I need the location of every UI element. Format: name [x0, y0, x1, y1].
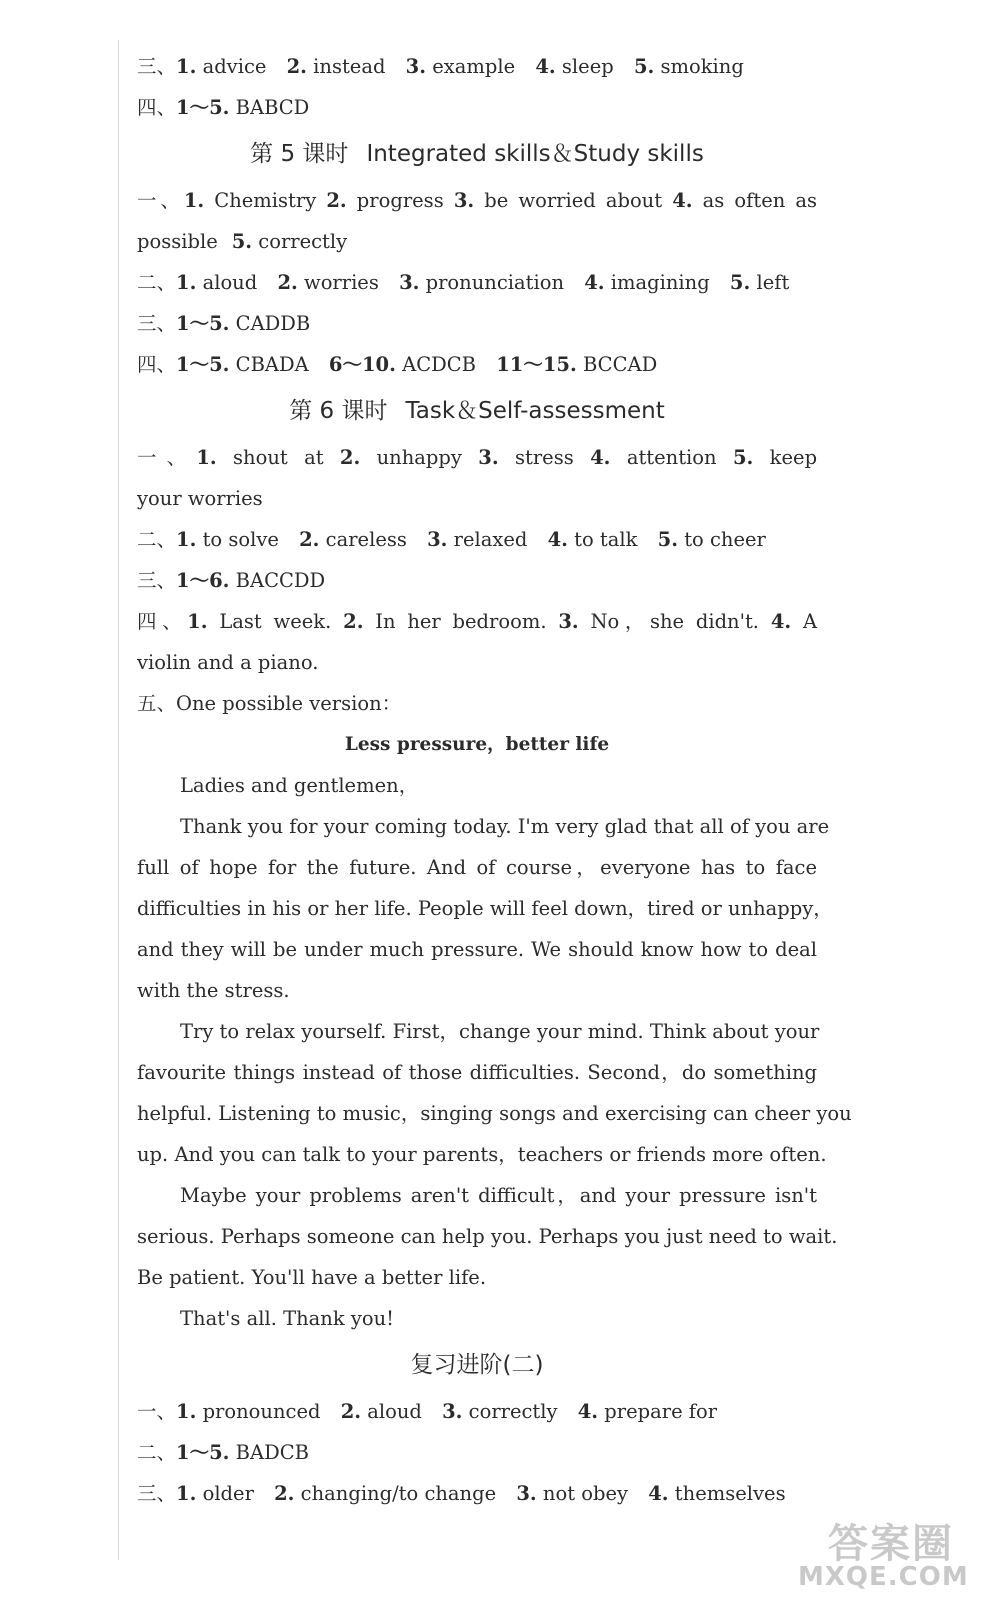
lesson-6-heading: 第 6 课时 Task＆Self-assessment	[289, 398, 665, 424]
answer-line-yi-6: 一、1. shout at 2. unhappy 3. stress 4. attention 5. keep	[137, 446, 818, 469]
answer-line-san-6: 三、1～6. BACCDD	[137, 569, 326, 592]
watermark-url: MXQE.COM	[798, 1562, 969, 1592]
watermark-text: 答案圈	[828, 1521, 954, 1567]
answer-line-si-5: 四、1～5. CBADA 6～10. ACDCB 11～15. BCCAD	[137, 353, 658, 376]
answer-line-san-1: 三、1. advice 2. instead 3. example 4. sleep 5. smoking	[137, 55, 744, 78]
essay-line: full of hope for the future. And of course，everyone has to face	[137, 856, 817, 879]
essay-line: Maybe your problems aren't difficult，and your pressure isn't	[180, 1184, 817, 1207]
essay-line: with the stress.	[137, 979, 290, 1002]
essay-line: up. And you can talk to your parents，teachers or friends more often.	[137, 1143, 827, 1166]
review-heading: 复习进阶(二)	[410, 1352, 544, 1378]
watermark-logo	[798, 1512, 988, 1596]
answer-line-er-6: 二、1. to solve 2. careless 3. relaxed 4. to talk 5. to cheer	[137, 528, 766, 551]
essay-line: Be patient. You'll have a better life.	[137, 1266, 487, 1289]
essay-line: Try to relax yourself. First，change your mind. Think about your	[180, 1020, 820, 1043]
essay-line: favourite things instead of those difficulties. Second，do something	[137, 1061, 817, 1084]
essay-line: serious. Perhaps someone can help you. Perhaps you just need to wait.	[137, 1225, 838, 1248]
lesson-5-heading: 第 5 课时 Integrated skills＆Study skills	[250, 141, 704, 167]
answer-line-yi-review: 一、1. pronounced 2. aloud 3. correctly 4. prepare for	[137, 1400, 718, 1423]
essay-line: Ladies and gentlemen，	[180, 774, 419, 797]
answer-line-san-5: 三、1～5. CADDB	[137, 312, 311, 335]
answer-line-er-5: 二、1. aloud 2. worries 3. pronunciation 4. imagining 5. left	[137, 271, 790, 294]
margin-rule	[118, 40, 119, 1560]
essay-line: and they will be under much pressure. We should know how to deal	[137, 938, 817, 961]
essay-line: Thank you for your coming today. I'm very glad that all of you are	[180, 815, 830, 838]
answer-line-er-review: 二、1～5. BADCB	[137, 1441, 309, 1464]
answer-line-si-1: 四、1～5. BABCD	[137, 96, 310, 119]
answer-line-si-6: 四、1. Last week. 2. In her bedroom. 3. No，she didn't. 4. A	[137, 610, 818, 633]
answer-line-san-review: 三、1. older 2. changing/to change 3. not obey 4. themselves	[137, 1482, 786, 1505]
essay-line: That's all. Thank you!	[180, 1307, 395, 1330]
answer-line-wu-6: 五、One possible version：	[137, 692, 402, 715]
answer-line-si-6-cont: violin and a piano.	[137, 651, 319, 674]
answer-line-yi-6-cont: your worries	[137, 487, 263, 510]
answer-line-yi-5: 一、1. Chemistry 2. progress 3. be worried about 4. as often as	[137, 189, 818, 212]
essay-line: difficulties in his or her life. People will feel down，tired or unhappy，	[137, 897, 833, 920]
essay-title: Less pressure，better life	[344, 734, 610, 755]
answer-line-yi-5-cont: possible 5. correctly	[137, 230, 348, 253]
essay-line: helpful. Listening to music，singing songs and exercising can cheer you	[137, 1102, 852, 1125]
